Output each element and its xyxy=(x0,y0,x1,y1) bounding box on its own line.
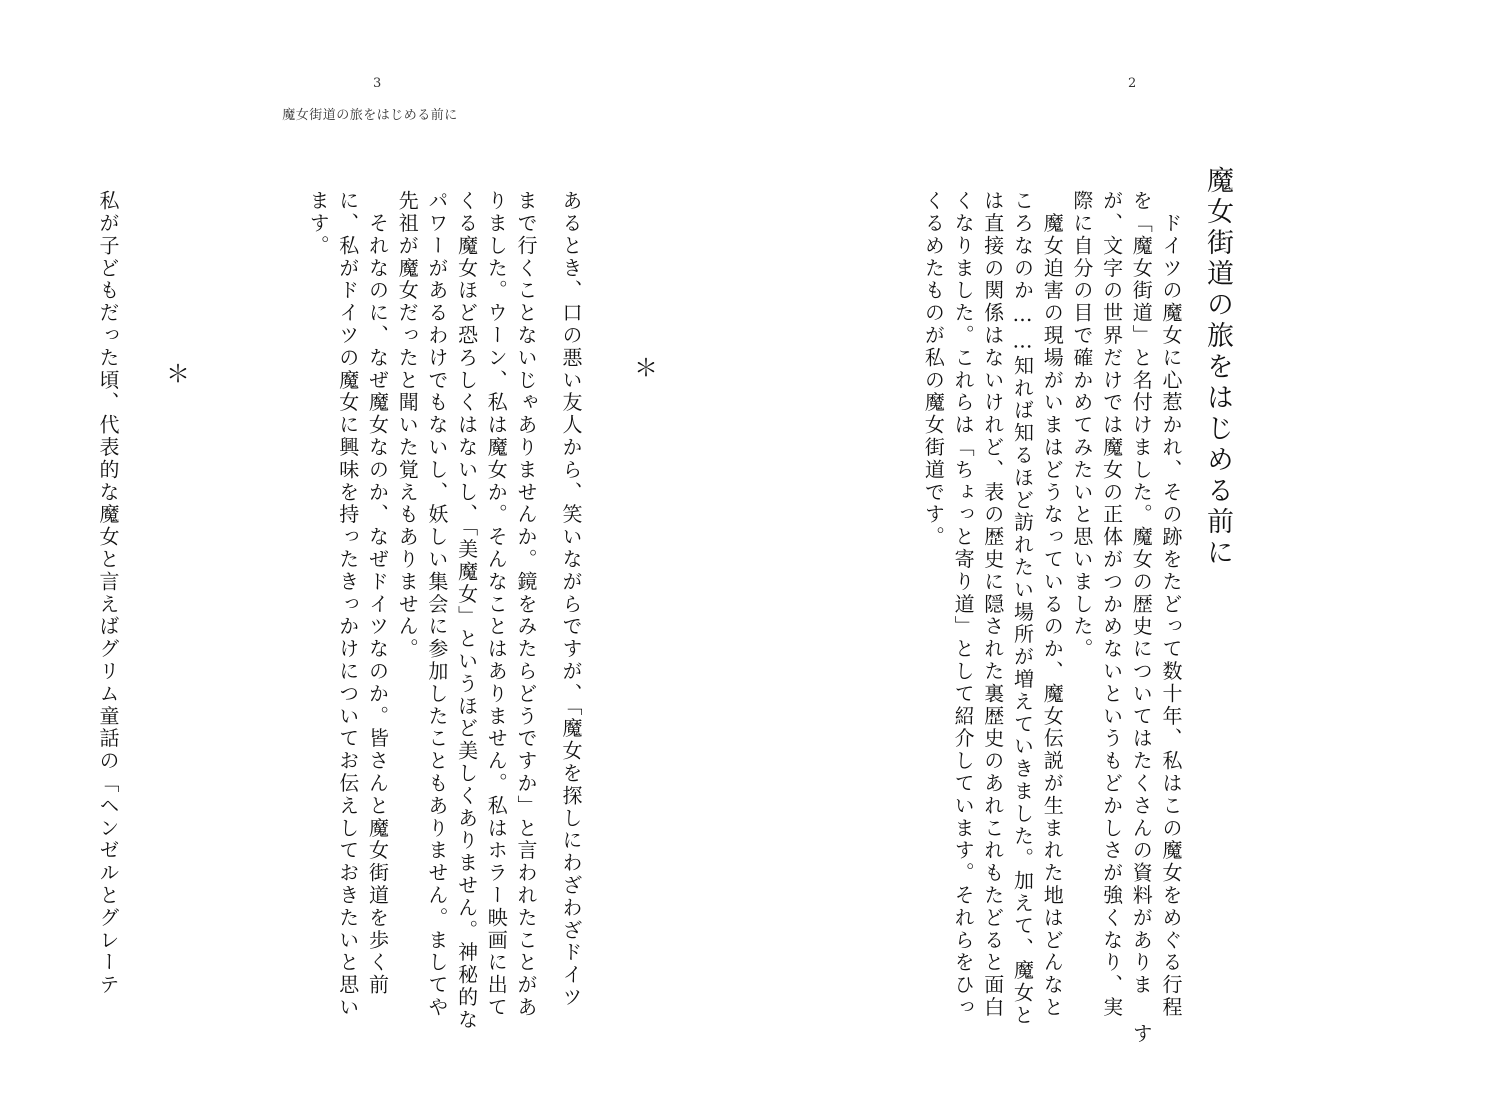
text-line: あるとき、口の悪い友人から、笑いながらですが、「魔女を探しにわざわざドイツ xyxy=(559,190,583,1009)
text-line: 際に自分の目で確かめてみたいと思いました。 xyxy=(1069,190,1094,661)
right-page-body xyxy=(885,190,1185,1046)
text-line: くなりました。これらは「ちょっと寄り道」として紹介しています。それらをひっ xyxy=(951,190,976,1019)
text-line: が、文字の世界だけでは魔女の正体がつかめないというもどかしさが強くなり、実 xyxy=(1099,190,1124,1019)
text-line: は直接の関係はないけれど、表の歴史に隠された裏歴史のあれこれもたどると面白 xyxy=(980,190,1005,1019)
text-line: くる魔女ほど恐ろしくはないし、「美魔女」というほど美しくありません。神秘的な xyxy=(454,190,479,1032)
text-line: に、私がドイツの魔女に興味を持ったきっかけについてお伝えしておきたいと思い xyxy=(335,190,360,1019)
left-page-body-last xyxy=(82,190,122,997)
left-page-body xyxy=(240,190,540,1032)
text-line: 先祖が魔女だったと聞いた覚えもありません。 xyxy=(395,190,420,661)
text-line: ます。 xyxy=(306,190,331,258)
section-separator: ＊ xyxy=(634,354,658,382)
page-number-right: 2 xyxy=(1128,76,1137,91)
left-page-body-first xyxy=(540,190,585,1009)
section-separator: ＊ xyxy=(166,360,190,388)
gutter xyxy=(755,0,756,1111)
page-number-left: 3 xyxy=(373,76,382,91)
text-line: 魔女迫害の現場がいまはどうなっているのか、魔女伝説が生まれた地はどんなと xyxy=(1040,190,1065,1019)
text-line: を「魔女街道」と名付けました。魔女の歴史についてはたくさんの資料がありま す xyxy=(1129,190,1154,1046)
text-line: 私が子どもだった頃、代表的な魔女と言えばグリム童話の「ヘンゼルとグレーテ xyxy=(96,190,120,997)
text-line: パワーがあるわけでもないし、妖しい集会に参加したこともありません。ましてや xyxy=(424,190,449,1019)
text-line: くるめたものが私の魔女街道です。 xyxy=(921,190,946,549)
text-line: りました。ウーン、私は魔女か。そんなことはありません。私はホラー映画に出て xyxy=(484,190,509,1019)
text-line: ころなのか……知れば知るほど訪れたい場所が増えていきました。加えて、魔女と xyxy=(1010,190,1035,1027)
chapter-title: 魔女街道の旅をはじめる前に xyxy=(1202,166,1233,569)
running-head: 魔女街道の旅をはじめる前に xyxy=(282,108,458,123)
text-line: ドイツの魔女に心惹かれ、その跡をたどって数十年、私はこの魔女をめぐる行程 xyxy=(1159,190,1183,1019)
text-line: それなのに、なぜ魔女なのか、なぜドイツなのか。皆さんと魔女街道を歩く前 xyxy=(365,190,390,997)
text-line: まで行くことないじゃありませんか。鏡をみたらどうですか」と言われたことがあ xyxy=(514,190,538,1019)
